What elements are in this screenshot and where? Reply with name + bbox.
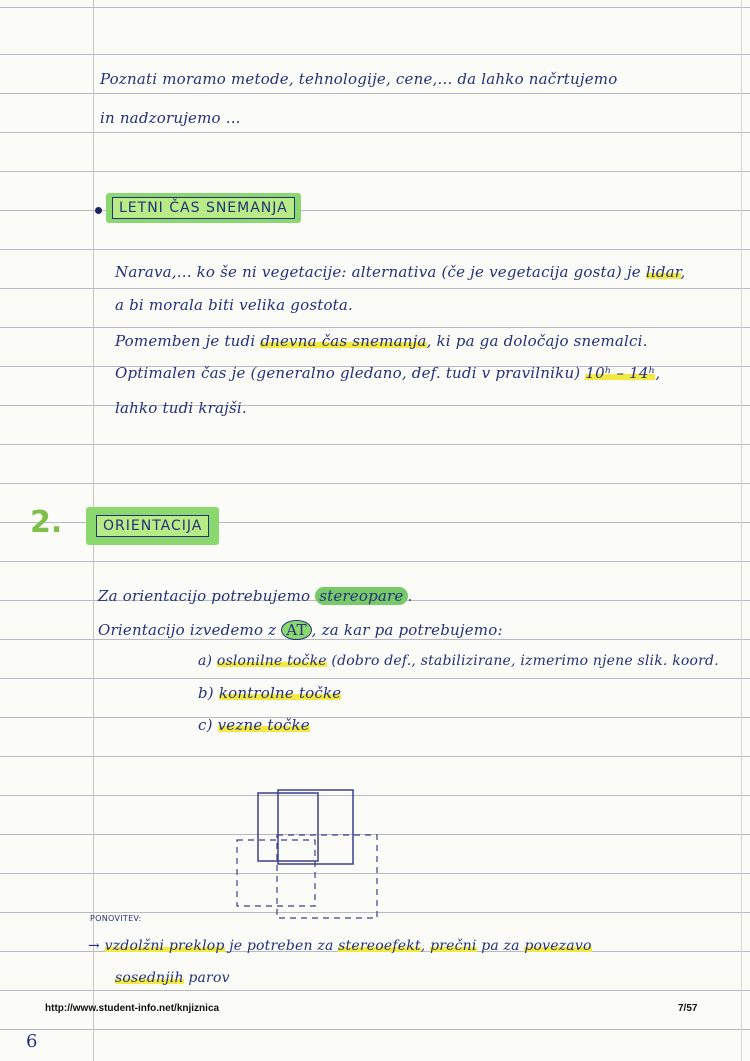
item-b-prefix: b): [198, 684, 219, 702]
list-item-a: [198, 653, 719, 669]
paragraph-2-line-1: [115, 332, 648, 350]
rep-text-b: je potreben za: [224, 938, 339, 954]
ponovitev-label: PONOVITEV:: [90, 914, 142, 923]
orientation-line-2: [98, 620, 503, 640]
rep-highlight-1: vzdolžni preklop: [104, 938, 225, 954]
p3-text-b: ,: [655, 364, 661, 382]
list-item-b: [198, 684, 341, 702]
paragraph-1-line-2: a bi morala biti velika gostota.: [115, 296, 354, 314]
intro-line-1: Poznati moramo metode, tehnologije, cene,... da lahko načrtujemo: [100, 70, 618, 88]
orient2-text-a: Orientacijo izvedemo z: [98, 621, 282, 639]
p1-text-a: Narava,... ko še ni vegetacije: alternativa (če je vegetacija gosta) je: [115, 263, 646, 281]
list-item-c: [198, 716, 310, 734]
section-heading-box: [106, 193, 301, 223]
p2-text-b: , ki pa ga določajo snemalci.: [426, 332, 648, 350]
p2-highlight: dnevna čas snemanja: [260, 332, 427, 350]
rep-arrow: →: [88, 938, 105, 954]
rep-highlight-3: prečni: [430, 938, 477, 954]
page-edge-line: [741, 0, 742, 1061]
p2-text-a: Pomemben je tudi: [115, 332, 261, 350]
section-2-heading-box: [86, 507, 219, 545]
orientation-line-1: [98, 587, 412, 605]
photo-frame-1: [258, 793, 318, 861]
item-c-highlight: vezne točke: [217, 716, 310, 734]
item-a-rest: (dobro def., stabilizirane, izmerimo njene slik. koord.: [326, 653, 719, 669]
orient-text-a: Za orientacijo potrebujemo: [98, 587, 316, 605]
rep2-highlight: sosednjih: [115, 970, 184, 986]
item-a-highlight: oslonilne točke: [216, 653, 327, 669]
rep-highlight-2: stereoefekt: [338, 938, 421, 954]
footer-page-number: 7/57: [678, 1003, 698, 1014]
photo-frame-3-dashed: [237, 840, 315, 906]
p3-highlight-time: 10ʰ – 14ʰ: [585, 364, 656, 382]
paragraph-3-line-1: [115, 364, 660, 382]
handwritten-page-number: 6: [26, 1031, 38, 1052]
section-heading: LETNI ČAS SNEMANJA: [112, 197, 295, 219]
item-b-highlight: kontrolne točke: [218, 684, 342, 702]
p1-text-b: ,: [680, 263, 686, 281]
stereopare-highlight: stereopare: [315, 587, 407, 605]
rep-text-c: ,: [420, 938, 431, 954]
repetition-line-1: [88, 938, 592, 954]
paragraph-1-line-1: [115, 263, 686, 281]
paragraph-3-line-2: lahko tudi krajši.: [115, 399, 247, 417]
item-a-prefix: a): [198, 653, 217, 669]
bullet-icon: [95, 207, 102, 214]
section-2-number: 2.: [30, 505, 63, 540]
orient2-text-b: , za kar pa potrebujemo:: [311, 621, 503, 639]
at-circle-label: AT: [281, 620, 311, 640]
repetition-line-2: [115, 970, 230, 986]
rep-highlight-4: povezavo: [524, 938, 592, 954]
rep-text-d: pa za: [476, 938, 525, 954]
item-c-prefix: c): [198, 716, 218, 734]
overlap-diagram: [225, 785, 390, 925]
p3-text-a: Optimalen čas je (generalno gledano, def. tudi v pravilniku): [115, 364, 586, 382]
section-2-heading: ORIENTACIJA: [96, 515, 209, 537]
intro-line-2: in nadzorujemo ...: [100, 109, 241, 127]
orient-text-b: .: [407, 587, 413, 605]
footer-url[interactable]: http://www.student-info.net/knjiznica: [45, 1003, 220, 1014]
p1-highlight-lidar: lidar: [645, 263, 681, 281]
rep2-text: parov: [183, 970, 230, 986]
